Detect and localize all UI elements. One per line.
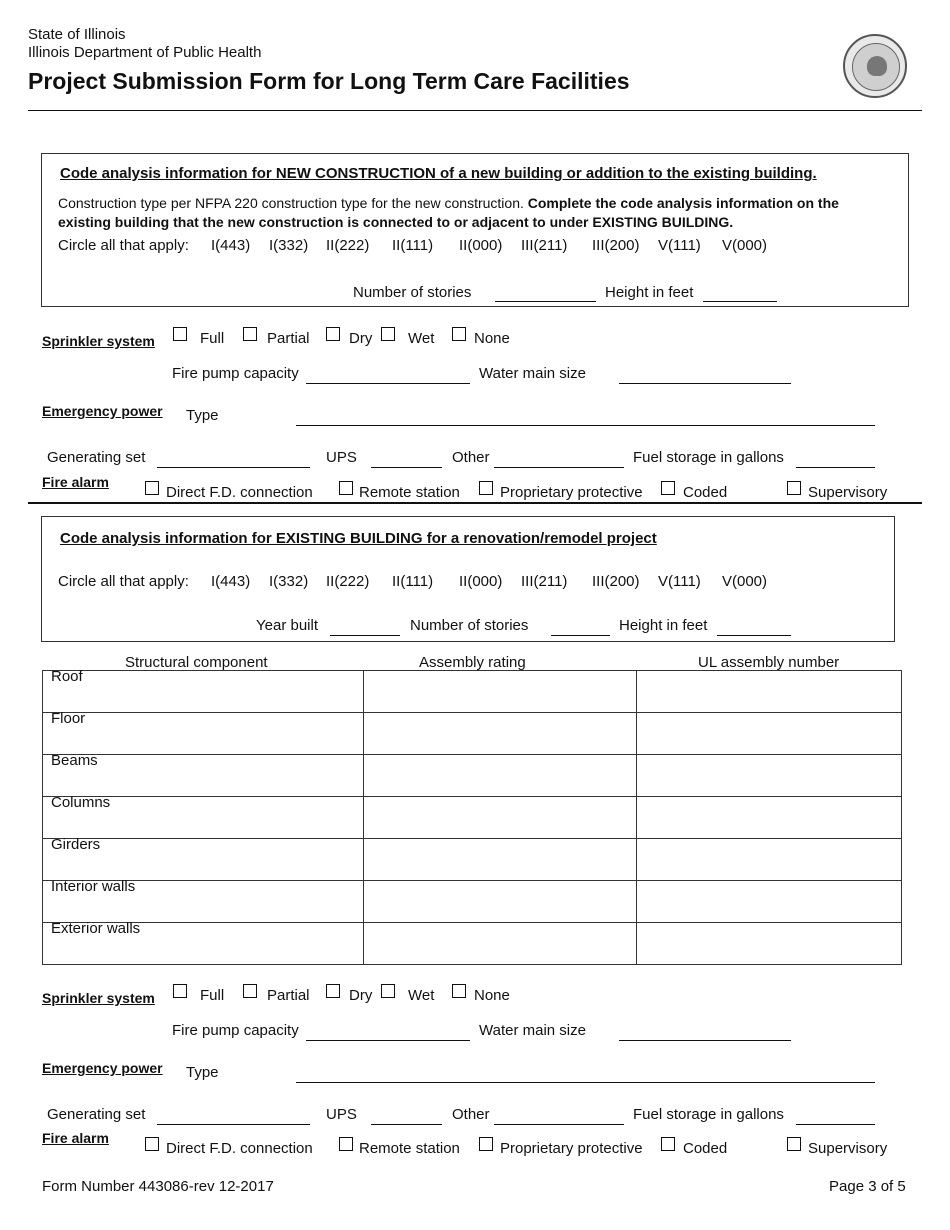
other-label: Other <box>452 449 490 466</box>
height-field[interactable] <box>703 301 777 302</box>
alarm-option-label: Coded <box>683 1140 728 1157</box>
sprinkler-none-checkbox[interactable] <box>452 984 466 998</box>
alarm-option-label: Remote station <box>359 484 460 501</box>
ups-label: UPS <box>326 449 357 466</box>
type-option[interactable]: I(443) <box>211 573 251 590</box>
sprinkler-option-label: None <box>474 987 510 1004</box>
circle-label: Circle all that apply: <box>58 573 189 590</box>
row-label: Columns <box>51 794 111 811</box>
sprinkler-dry-checkbox[interactable] <box>326 327 340 341</box>
type-option[interactable]: III(211) <box>521 237 568 254</box>
alarm-proprietary-checkbox[interactable] <box>479 1137 493 1151</box>
type-option[interactable]: I(332) <box>269 237 309 254</box>
sprinkler-option-label: Full <box>200 987 225 1004</box>
height-field[interactable] <box>717 635 791 636</box>
state-seal-icon <box>843 34 907 98</box>
type-option[interactable]: V(000) <box>722 573 768 590</box>
page-title: Project Submission Form for Long Term Care Facilities <box>28 68 630 94</box>
fire-pump-field[interactable] <box>306 1040 470 1041</box>
alarm-remote-checkbox[interactable] <box>339 1137 353 1151</box>
fire-pump-label: Fire pump capacity <box>172 1022 299 1039</box>
alarm-coded-checkbox[interactable] <box>661 1137 675 1151</box>
emergency-power-label: Emergency power <box>42 403 163 419</box>
year-built-label: Year built <box>256 617 318 634</box>
alarm-remote-checkbox[interactable] <box>339 481 353 495</box>
sprinkler-partial-checkbox[interactable] <box>243 984 257 998</box>
height-label: Height in feet <box>605 284 694 301</box>
assembly-rating-cell[interactable] <box>363 838 637 881</box>
alarm-coded-checkbox[interactable] <box>661 481 675 495</box>
ul-number-cell[interactable] <box>636 796 902 839</box>
header-divider <box>28 110 922 111</box>
sprinkler-none-checkbox[interactable] <box>452 327 466 341</box>
existing-building-heading: Code analysis information for EXISTING BUILDING for a renovation/remodel project <box>60 530 657 547</box>
type-option[interactable]: I(443) <box>211 237 251 254</box>
row-label: Girders <box>51 836 101 853</box>
sprinkler-full-checkbox[interactable] <box>173 984 187 998</box>
row-label: Floor <box>51 710 86 727</box>
sprinkler-wet-checkbox[interactable] <box>381 984 395 998</box>
header-state: State of Illinois <box>28 26 126 43</box>
sprinkler-option-label: Partial <box>267 330 310 347</box>
fuel-storage-label: Fuel storage in gallons <box>633 449 784 466</box>
alarm-option-label: Supervisory <box>808 1140 888 1157</box>
section-divider <box>28 502 922 504</box>
alarm-option-label: Direct F.D. connection <box>166 484 313 501</box>
type-option[interactable]: V(111) <box>658 237 701 254</box>
ups-label: UPS <box>326 1106 357 1123</box>
fuel-storage-field[interactable] <box>796 1124 875 1125</box>
type-option[interactable]: II(111) <box>392 237 434 254</box>
emergency-power-label: Emergency power <box>42 1060 163 1076</box>
alarm-supervisory-checkbox[interactable] <box>787 481 801 495</box>
assembly-rating-cell[interactable] <box>363 670 637 713</box>
type-option[interactable]: III(200) <box>592 237 640 254</box>
ups-field[interactable] <box>371 1124 442 1125</box>
row-label: Interior walls <box>51 878 136 895</box>
assembly-rating-cell[interactable] <box>363 712 637 755</box>
fuel-storage-field[interactable] <box>796 467 875 468</box>
ul-number-cell[interactable] <box>636 922 902 965</box>
form-number: Form Number 443086-rev 12-2017 <box>42 1178 274 1195</box>
assembly-rating-cell[interactable] <box>363 880 637 923</box>
sprinkler-option-label: Wet <box>408 330 435 347</box>
table-header: Structural component <box>125 654 268 671</box>
ul-number-cell[interactable] <box>636 754 902 797</box>
type-option[interactable]: II(000) <box>459 573 503 590</box>
assembly-rating-cell[interactable] <box>363 796 637 839</box>
alarm-option-label: Proprietary protective <box>500 1140 643 1157</box>
alarm-option-label: Proprietary protective <box>500 484 643 501</box>
sprinkler-option-label: None <box>474 330 510 347</box>
row-label: Exterior walls <box>51 920 141 937</box>
type-option[interactable]: V(111) <box>658 573 701 590</box>
assembly-rating-cell[interactable] <box>363 922 637 965</box>
generating-set-label: Generating set <box>47 449 146 466</box>
type-option[interactable]: II(000) <box>459 237 503 254</box>
sprinkler-wet-checkbox[interactable] <box>381 327 395 341</box>
generating-set-field[interactable] <box>157 1124 310 1125</box>
fire-alarm-label: Fire alarm <box>42 1130 109 1146</box>
type-label: Type <box>186 1064 219 1081</box>
construction-instruction: Construction type per NFPA 220 construction type for the new construction. Complete the code analysis information on the <box>58 195 839 211</box>
ups-field[interactable] <box>371 467 442 468</box>
generating-set-field[interactable] <box>157 467 310 468</box>
type-option[interactable]: II(111) <box>392 573 434 590</box>
circle-label: Circle all that apply: <box>58 237 189 254</box>
type-label: Type <box>186 407 219 424</box>
type-option[interactable]: II(222) <box>326 573 370 590</box>
water-main-field[interactable] <box>619 383 791 384</box>
sprinkler-option-label: Partial <box>267 987 310 1004</box>
ul-number-cell[interactable] <box>636 712 902 755</box>
new-construction-heading: Code analysis information for NEW CONSTRUCTION of a new building or addition to the existing building. <box>60 165 817 182</box>
type-option[interactable]: III(200) <box>592 573 640 590</box>
stories-field[interactable] <box>551 635 610 636</box>
fire-alarm-label: Fire alarm <box>42 474 109 490</box>
sprinkler-option-label: Wet <box>408 987 435 1004</box>
page-number: Page 3 of 5 <box>829 1178 906 1195</box>
row-label: Roof <box>51 668 83 685</box>
type-option[interactable]: III(211) <box>521 573 568 590</box>
year-built-field[interactable] <box>330 635 400 636</box>
stories-label: Number of stories <box>410 617 529 634</box>
type-option[interactable]: V(000) <box>722 237 768 254</box>
sprinkler-option-label: Dry <box>349 330 373 347</box>
sprinkler-option-label: Dry <box>349 987 373 1004</box>
fire-pump-label: Fire pump capacity <box>172 365 299 382</box>
sprinkler-label: Sprinkler system <box>42 990 155 1006</box>
sprinkler-label: Sprinkler system <box>42 333 155 349</box>
emergency-type-field[interactable] <box>296 425 875 426</box>
stories-field[interactable] <box>495 301 596 302</box>
alarm-option-label: Remote station <box>359 1140 460 1157</box>
ul-number-cell[interactable] <box>636 880 902 923</box>
sprinkler-partial-checkbox[interactable] <box>243 327 257 341</box>
alarm-option-label: Coded <box>683 484 728 501</box>
alarm-proprietary-checkbox[interactable] <box>479 481 493 495</box>
alarm-direct-checkbox[interactable] <box>145 1137 159 1151</box>
type-option[interactable]: II(222) <box>326 237 370 254</box>
alarm-option-label: Supervisory <box>808 484 888 501</box>
other-field[interactable] <box>494 1124 624 1125</box>
header-department: Illinois Department of Public Health <box>28 44 262 61</box>
alarm-option-label: Direct F.D. connection <box>166 1140 313 1157</box>
assembly-rating-cell[interactable] <box>363 754 637 797</box>
other-label: Other <box>452 1106 490 1123</box>
stories-label: Number of stories <box>353 284 472 301</box>
emergency-type-field[interactable] <box>296 1082 875 1083</box>
other-field[interactable] <box>494 467 624 468</box>
sprinkler-full-checkbox[interactable] <box>173 327 187 341</box>
fuel-storage-label: Fuel storage in gallons <box>633 1106 784 1123</box>
row-label: Beams <box>51 752 98 769</box>
sprinkler-option-label: Full <box>200 330 225 347</box>
table-header: UL assembly number <box>698 654 840 671</box>
table-header: Assembly rating <box>419 654 526 671</box>
water-main-field[interactable] <box>619 1040 791 1041</box>
ul-number-cell[interactable] <box>636 670 902 713</box>
height-label: Height in feet <box>619 617 708 634</box>
water-main-label: Water main size <box>479 1022 586 1039</box>
alarm-supervisory-checkbox[interactable] <box>787 1137 801 1151</box>
fire-pump-field[interactable] <box>306 383 470 384</box>
ul-number-cell[interactable] <box>636 838 902 881</box>
sprinkler-dry-checkbox[interactable] <box>326 984 340 998</box>
type-option[interactable]: I(332) <box>269 573 309 590</box>
construction-instruction-cont: existing building that the new construction is connected to or adjacent to under EXISTING BUILDING. <box>58 214 734 230</box>
generating-set-label: Generating set <box>47 1106 146 1123</box>
water-main-label: Water main size <box>479 365 586 382</box>
alarm-direct-checkbox[interactable] <box>145 481 159 495</box>
